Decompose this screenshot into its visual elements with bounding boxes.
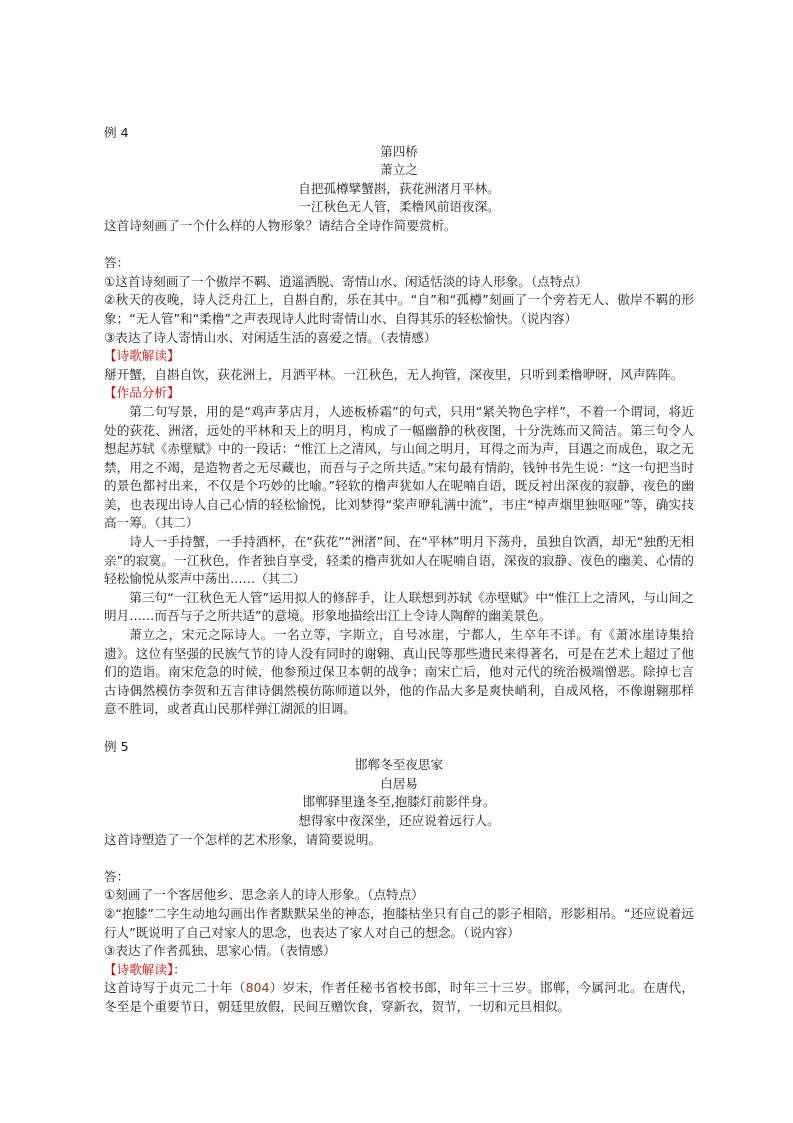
analysis-paragraph-1: 第二句写景，用的是“鸡声茅店月，人迹板桥霜”的句式，只用“紧关物色字样”，不着一个谓词，将近处的荻花、洲渚，远处的平林和天上的明月，构成了一幅幽静的秋夜图，十分洗炼而又简洁。第三句令人想起苏轼《赤壁赋》中的一段话：“惟江上之清风，与山间之明月，耳得之而为声，目遇之而成色，取之无禁，用之不竭，是造物者之无尽藏也，而吾与子之所共适。”宋句最有情韵，钱钟书先生说：“这一句把当时的景色都衬出来，不仅是个巧妙的比喻。”轻软的橹声犹如人在呢喃自语，既反衬出深夜的寂静，夜色的幽美，也表现出诗人自己心情的轻松愉悦，比刘梦得“桨声咿轧满中流”，韦庄“棹声烟里独呕哑”等，确实技高一筹。（其二） xyxy=(104,403,694,531)
interpretation-text: 掰开蟹，自斟自饮，荻花洲上，月洒平林。一江秋色，无人拘管，深夜里，只听到柔橹咿呀，风声阵阵。 xyxy=(104,366,684,382)
analysis-paragraph-4: 萧立之，宋元之际诗人。一名立等，字斯立，自号冰崖，宁都人，生卒年不详。有《萧冰崖诗集拾遗》。这位有坚强的民族气节的诗人没有同时的谢翱、真山民等那些遗民来得著名，可是在艺术上超过了他们的造诣。南宋危急的时候，他参预过保卫本朝的战争；南宋亡后，他对元代的统治极端憎恶。除掉七言古诗偶然模仿李贺和五言律诗偶然模仿陈师道以外，他的作品大多是爽快峭利，自成风格，不像谢翱那样意不胜词，或者真山民那样弹江湖派的旧调。 xyxy=(104,627,694,717)
poem-line-1: 自把孤樽擘蟹斟，荻花洲渚月平林。 xyxy=(298,180,500,196)
poem-author: 白居易 xyxy=(380,775,418,791)
answer-point-2: ②“抱膝”二字生动地勾画出作者默默呆坐的神态，抱膝枯坐只有自己的影子相陪，形影相吊。“还应说着远行人”既说明了自己对家人的思念，也表达了家人对自己的想念。（说内容） xyxy=(104,905,694,940)
analysis-paragraph-2: 诗人一手持蟹，一手持酒杯，在“荻花”“洲渚”间、在“平林”明月下荡舟，虽独自饮酒，却无“独酌无相亲”的寂寞。一江秋色，作者独自享受，轻柔的橹声犹如人在呢喃自语，深夜的寂静、夜色的幽美、心情的轻松愉悦从浆声中荡出……（其二） xyxy=(104,534,694,587)
analysis-paragraph-3: 第三句“一江秋色无人管”运用拟人的修辞手，让人联想到苏轼《赤壁赋》中“惟江上之清风，与山间之明月……而吾与子之所共适”的意境。形象地描绘出江上令诗人陶醉的幽美景色。 xyxy=(104,589,694,624)
example-4-label: 例 4 xyxy=(104,125,129,140)
poem-title: 第四桥 xyxy=(380,143,418,159)
poem-title: 邯郸冬至夜思家 xyxy=(354,757,444,773)
question: 这首诗塑造了一个怎样的艺术形象，请简要说明。 xyxy=(104,831,382,847)
answer-point-3: ③表达了诗人寄情山水、对闲适生活的喜爱之情。（表情感） xyxy=(104,329,437,345)
interpretation-text-rest: ）岁末，作者任秘书省校书郎，时年三十三岁。邯郸，今属河北。在唐代，冬至是个重要节日，朝廷里放假，民间互赠饮食，穿新衣，贺节，一切和元旦相似。 xyxy=(104,980,695,1014)
blank-line xyxy=(104,719,694,738)
answer-label: 答： xyxy=(104,255,130,271)
answer-label: 答： xyxy=(104,868,130,884)
section-heading-interpretation: 【诗歌解读】 xyxy=(104,348,180,364)
interpretation-text xyxy=(104,979,694,1016)
question: 这首诗刻画了一个什么样的人物形象？请结合全诗作简要赏析。 xyxy=(104,217,457,233)
year-number: 804 xyxy=(245,980,270,996)
section-heading-interpretation: 【诗歌解读】： xyxy=(104,961,186,977)
poem-line-1: 邯郸驿里逢冬至,抱膝灯前影伴身。 xyxy=(302,794,496,810)
poem-line-2: 一江秋色无人管，柔橹风前语夜深。 xyxy=(298,199,500,215)
section-heading-analysis: 【作品分析】 xyxy=(104,385,180,401)
answer-point-2: ②秋天的夜晚，诗人泛舟江上，自斟自酌，乐在其中。“自”和“孤樽”刻画了一个旁若无人、傲岸不羁的形象；“无人管”和“柔橹”之声表现诗人此时寄情山水、自得其乐的轻松愉快。（说内容） xyxy=(104,292,694,326)
interpretation-text-start: 这首诗写于贞元二十年（ xyxy=(104,980,246,996)
example-5-label: 例 5 xyxy=(104,738,129,754)
answer-point-3: ③表达了作者孤独、思家心情。（表情感） xyxy=(104,943,336,959)
document-page xyxy=(104,124,694,1017)
poem-line-2: 想得家中夜深坐，还应说着远行人。 xyxy=(298,812,500,828)
blank-line xyxy=(104,236,694,255)
blank-line xyxy=(104,849,694,868)
poem-author: 萧立之 xyxy=(380,162,418,178)
answer-point-1: ①这首诗刻画了一个傲岸不羁、逍遥洒脱、寄情山水、闲适恬淡的诗人形象。（点特点） xyxy=(104,273,588,289)
answer-point-1: ①刻画了一个客居他乡、思念亲人的诗人形象。（点特点） xyxy=(104,887,424,903)
